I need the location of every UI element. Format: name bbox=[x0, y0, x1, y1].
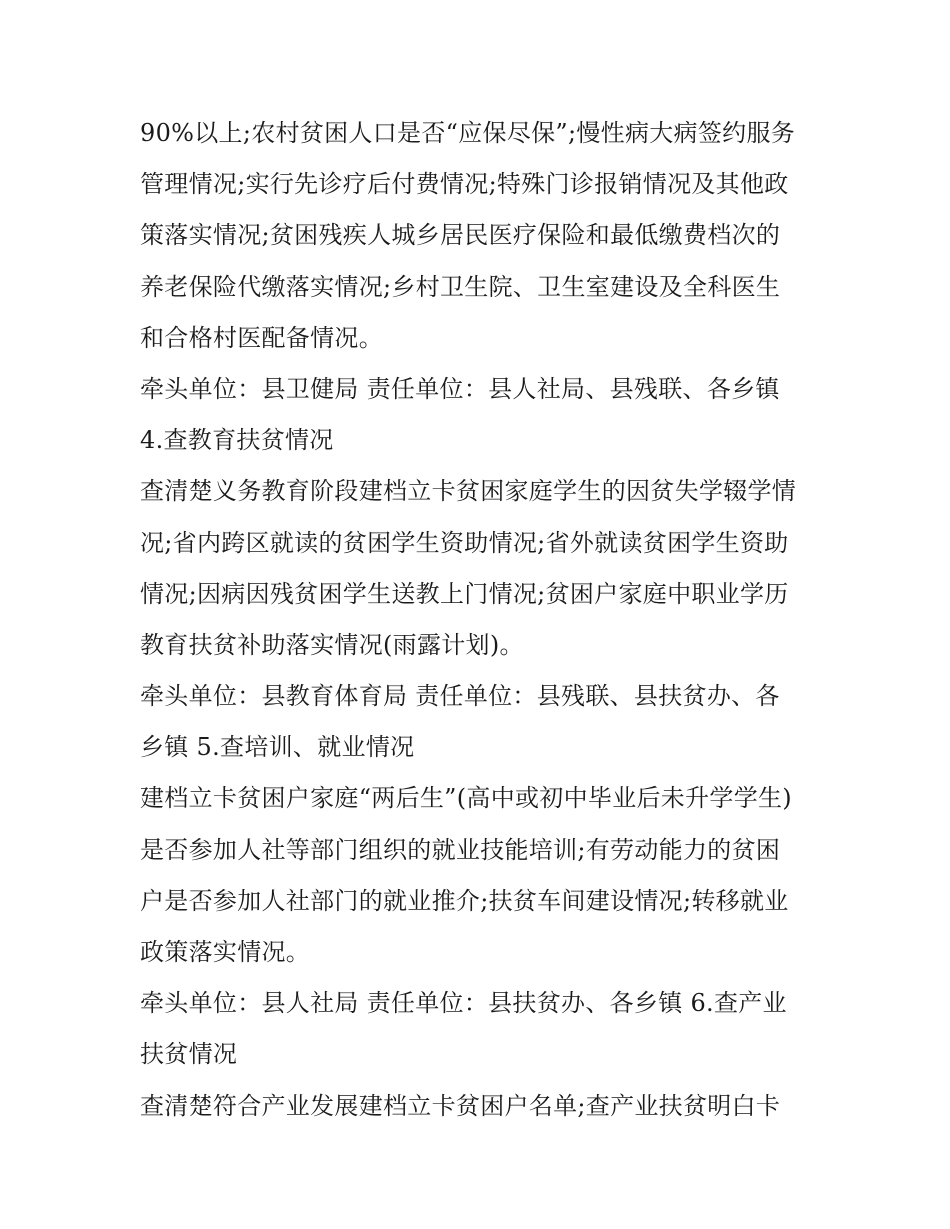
text-line: 乡镇 5.查培训、就业情况 bbox=[140, 733, 415, 762]
section-heading: 4.查教育扶贫情况 bbox=[140, 426, 334, 455]
text-line: 况;省内跨区就读的贫困学生资助情况;省外就读贫困学生资助 bbox=[140, 528, 789, 557]
document-body bbox=[140, 108, 820, 1132]
text-line: 策落实情况;贫困残疾人城乡居民医疗保险和最低缴费档次的 bbox=[140, 221, 781, 250]
text-line: 查清楚符合产业发展建档立卡贫困户名单;查产业扶贫明白卡 bbox=[140, 1091, 781, 1120]
text-line: 养老保险代缴落实情况;乡村卫生院、卫生室建设及全科医生 bbox=[140, 272, 781, 301]
text-line: 户是否参加人社部门的就业推介;扶贫车间建设情况;转移就业 bbox=[140, 886, 789, 915]
text-line: 牵头单位：县卫健局 责任单位：县人社局、县残联、各乡镇 bbox=[140, 374, 780, 403]
text-line: 和合格村医配备情况。 bbox=[140, 323, 383, 352]
text-line: 是否参加人社等部门组织的就业技能培训;有劳动能力的贫困 bbox=[140, 835, 781, 864]
text-line: 建档立卡贫困户家庭“两后生”(高中或初中毕业后未升学学生) bbox=[140, 784, 792, 813]
text-line: 牵头单位：县教育体育局 责任单位：县残联、县扶贫办、各 bbox=[140, 682, 780, 711]
text-line: 管理情况;实行先诊疗后付费情况;特殊门诊报销情况及其他政 bbox=[140, 170, 789, 199]
text-line: 牵头单位：县人社局 责任单位：县扶贫办、各乡镇 6.查产业 bbox=[140, 989, 787, 1018]
text-line: 扶贫情况 bbox=[140, 1040, 238, 1069]
text-line: 教育扶贫补助落实情况(雨露计划)。 bbox=[140, 630, 524, 659]
text-line: 情况;因病因残贫困学生送教上门情况;贫困户家庭中职业学历 bbox=[140, 579, 789, 608]
text-line: 90%以上;农村贫困人口是否“应保尽保”;慢性病大病签约服务 bbox=[140, 119, 796, 147]
text-line: 政策落实情况。 bbox=[140, 938, 311, 966]
text-line: 查清楚义务教育阶段建档立卡贫困家庭学生的因贫失学辍学情 bbox=[140, 477, 797, 506]
